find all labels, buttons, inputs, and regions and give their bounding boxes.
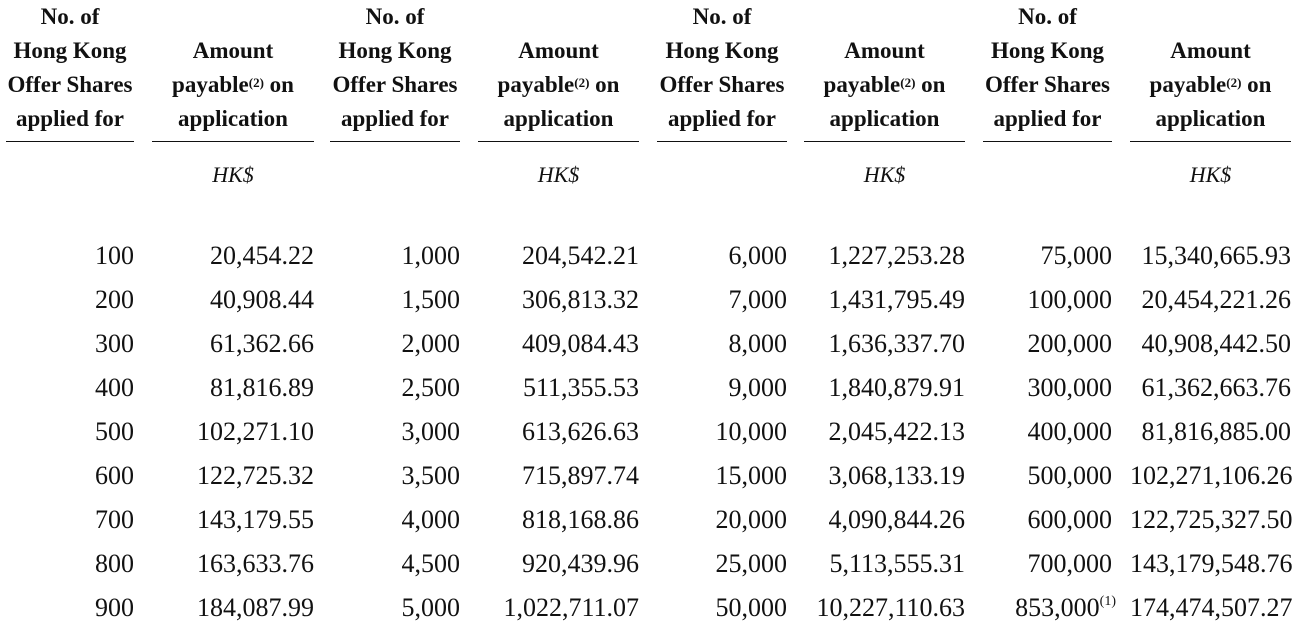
amount-column-header [152,0,314,142]
shares-cell: 300,000 [1027,373,1112,402]
header-line: Amount [518,38,599,63]
amount-cell: 15,340,665.93 [1141,241,1291,270]
amount-cell: 2,045,422.13 [828,417,965,446]
shares-cell: 3,500 [401,461,460,490]
amount-cell: 102,271,106.26 [1130,461,1293,490]
shares-column-header [983,0,1112,142]
amount-cell: 122,725,327.50 [1130,505,1293,534]
amount-cell: 184,087.99 [197,593,314,622]
shares-cell: 6,000 [728,241,787,270]
currency-label: HK$ [537,162,580,187]
amount-cell: 204,542.21 [522,241,639,270]
shares-cell: 2,500 [401,373,460,402]
shares-cell: 15,000 [715,461,787,490]
header-line: No. of [692,4,752,29]
amount-cell: 1,636,337.70 [828,329,965,358]
footnote-marker: (2) [900,75,916,90]
shares-cell: 700,000 [1027,549,1112,578]
header-line: No. of [1018,4,1077,29]
shares-cell: 4,000 [401,505,460,534]
header-line: applied for [16,106,124,131]
amount-column-header [1130,0,1291,142]
amount-cell: 163,633.76 [197,549,314,578]
amount-cell: 122,725.32 [197,461,314,490]
header-line: Amount [1170,38,1251,63]
header-line: payable$^{(2)}$ on [497,72,620,97]
header-line: Hong Kong [338,38,452,63]
header-underline [657,141,787,142]
amount-cell: 1,022,711.07 [503,593,639,622]
header-line: Hong Kong [665,38,779,63]
amount-cell: 40,908,442.50 [1141,329,1291,358]
shares-cell: 2,000 [401,329,460,358]
header-underline [478,141,639,142]
header-line: payable$^{(2)}$ on [172,72,294,97]
amount-cell: 409,084.43 [522,329,639,358]
shares-cell: 800 [95,549,134,578]
header-underline [1130,141,1291,142]
shares-cell: 400 [95,373,134,402]
shares-cell: 300 [95,329,134,358]
currency-label: HK$ [212,162,254,187]
amount-cell: 4,090,844.26 [828,505,965,534]
amount-cell: 715,897.74 [522,461,639,490]
header-underline [983,141,1112,142]
currency-label: HK$ [1189,162,1232,187]
header-underline [804,141,965,142]
shares-cell: 3,000 [401,417,460,446]
header-line: Offer Shares [659,72,785,97]
header-underline [330,141,460,142]
header-line: applied for [993,106,1102,131]
amount-cell: 174,474,507.27 [1130,593,1293,622]
currency-label: HK$ [863,162,906,187]
header-line: applied for [341,106,449,131]
header-line: Amount [192,38,274,63]
amount-cell: 20,454,221.26 [1141,285,1291,314]
shares-cell: 500 [95,417,134,446]
amount-cell: 61,362,663.76 [1141,373,1291,402]
shares-cell: 100,000 [1027,285,1112,314]
shares-cell: 600,000 [1027,505,1112,534]
amount-cell: 920,439.96 [522,549,639,578]
header-line: Amount [844,38,925,63]
amount-column-header [478,0,639,142]
shares-column-header [330,0,460,142]
header-line: payable$^{(2)}$ on [823,72,946,97]
shares-cell: 50,000 [715,593,787,622]
shares-cell: 900 [95,593,134,622]
header-line: Hong Kong [13,38,127,63]
shares-cell: 100 [95,241,134,270]
shares-cell: 75,000 [1040,241,1112,270]
amount-cell: 102,271.10 [197,417,314,446]
header-line: applied for [668,106,776,131]
shares-cell: 1,500 [401,285,460,314]
header-underline [6,141,134,142]
shares-cell: 1,000 [401,241,460,270]
shares-cell: 5,000 [401,593,460,622]
shares-cell: 600 [95,461,134,490]
header-line: Offer Shares [985,72,1110,97]
amount-cell: 20,454.22 [210,241,314,270]
amount-cell: 1,227,253.28 [828,241,965,270]
shares-cell: 25,000 [715,549,787,578]
shares-cell: 853,000$^{(1)}$ [1015,593,1116,622]
shares-cell: 700 [95,505,134,534]
amount-cell: 3,068,133.19 [828,461,965,490]
amount-column-header [804,0,965,142]
footnote-marker: (2) [574,75,590,90]
shares-column-header [657,0,787,142]
shares-cell: 500,000 [1027,461,1112,490]
shares-cell: 7,000 [728,285,787,314]
amount-cell: 5,113,555.31 [829,549,965,578]
shares-cell: 9,000 [728,373,787,402]
header-underline [152,141,314,142]
footnote-marker: (2) [248,75,264,90]
amount-cell: 1,840,879.91 [828,373,965,402]
shares-cell: 8,000 [728,329,787,358]
header-line: Offer Shares [7,72,133,97]
shares-column-header [6,0,134,142]
header-line: application [503,106,614,131]
header-line: application [1155,106,1266,131]
amount-cell: 10,227,110.63 [816,593,965,622]
header-line: application [178,106,288,131]
amount-cell: 511,355.53 [522,373,639,402]
shares-cell: 4,500 [401,549,460,578]
amount-cell: 143,179.55 [197,505,314,534]
header-line: payable$^{(2)}$ on [1149,72,1272,97]
footnote-marker: (1) [1099,594,1116,609]
shares-cell: 200,000 [1027,329,1112,358]
shares-cell: 20,000 [715,505,787,534]
header-line: application [829,106,940,131]
header-line: Offer Shares [332,72,458,97]
shares-cell: 10,000 [715,417,787,446]
amount-cell: 818,168.86 [522,505,639,534]
amount-cell: 81,816,885.00 [1141,417,1291,446]
amount-cell: 61,362.66 [210,329,314,358]
amount-cell: 40,908.44 [210,285,314,314]
shares-cell: 400,000 [1027,417,1112,446]
footnote-marker: (2) [1226,75,1242,90]
shares-cell: 200 [95,285,134,314]
amount-cell: 306,813.32 [522,285,639,314]
amount-cell: 81,816.89 [210,373,314,402]
header-line: No. of [365,4,425,29]
amount-cell: 143,179,548.76 [1130,549,1293,578]
header-line: No. of [40,4,100,29]
header-line: Hong Kong [990,38,1105,63]
amount-cell: 613,626.63 [522,417,639,446]
amount-cell: 1,431,795.49 [828,285,965,314]
